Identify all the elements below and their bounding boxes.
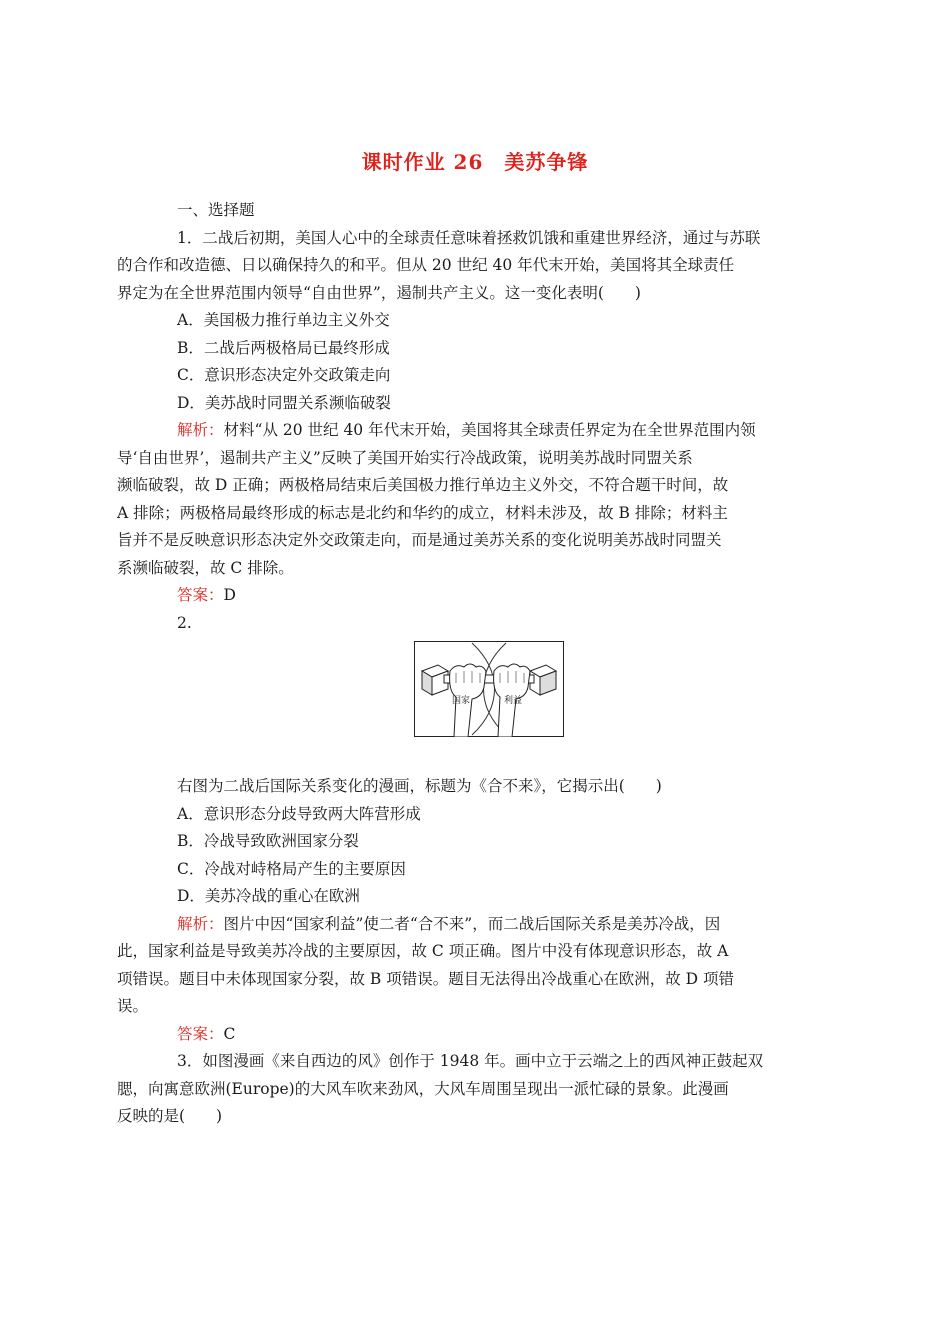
- q2-cartoon-image: [414, 641, 564, 737]
- q2-stem: 右图为二战后国际关系变化的漫画，标题为《合不来》，它揭示出( ): [177, 777, 662, 795]
- q3-stem-line-2: 腮，向寓意欧洲(Europe)的大风车吹来劲风，大风车周围呈现出一派忙碌的景象。此漫画: [117, 1079, 729, 1098]
- q1-analysis-line-3: 濒临破裂，故 D 正确；两极格局结束后美国极力推行单边主义外交，不符合题干时间，故: [117, 476, 729, 494]
- document-body: [117, 197, 832, 1131]
- q3-stem-line-1: 3．如图漫画《来自西边的风》创作于 1948 年。画中立于云端之上的西风神正鼓起双: [177, 1052, 764, 1070]
- q1-answer: [117, 582, 832, 610]
- q1-analysis-line-5: 旨并不是反映意识形态决定外交政策走向，而是通过美苏关系的变化说明美苏战时同盟关: [117, 531, 722, 549]
- q2-option-a: A．意识形态分歧导致两大阵营形成: [177, 804, 421, 823]
- page-title: 课时作业 26 美苏争锋: [361, 150, 589, 174]
- q1-analysis-label: 解析：: [177, 421, 224, 439]
- q2-analysis-line-1: [117, 911, 832, 939]
- q2-option-b: B．冷战导致欧洲国家分裂: [177, 832, 359, 850]
- cartoon-label-right: 利益: [504, 696, 523, 706]
- q1-answer-value: D: [223, 586, 236, 604]
- q2-answer-label: 答案：: [177, 1024, 224, 1043]
- q2-answer-value: C: [223, 1024, 236, 1043]
- q2-analysis-line-4: 误。: [117, 997, 149, 1015]
- q1-option-c: C．意识形态决定外交政策走向: [177, 366, 391, 384]
- q2-number: 2.: [177, 613, 192, 632]
- q1-stem-line-2: 的合作和改造德、日以确保持久的和平。但从 20 世纪 40 年代末开始，美国将其全球责任: [117, 256, 735, 274]
- q2-option-d: D．美苏冷战的重心在欧洲: [177, 887, 360, 905]
- q1-analysis-text: 材料“从 20 世纪 40 年代末开始，美国将其全球责任界定为在全世界范围内领: [223, 421, 756, 439]
- q2-analysis-text: 图片中因“国家利益”使二者“合不来”，而二战后国际关系是美苏冷战，因: [223, 914, 721, 933]
- section-heading: 一、选择题: [177, 201, 255, 219]
- q1-option-b: B．二战后两极格局已最终形成: [177, 338, 390, 357]
- q1-stem-line-1: 1．二战后初期，美国人心中的全球责任意味着拯救饥饿和重建世界经济，通过与苏联: [177, 228, 761, 247]
- q1-analysis-line-1: [117, 417, 832, 445]
- q2-analysis-line-2: 此，国家利益是导致美苏冷战的主要原因，故 C 项正确。图片中没有体现意识形态，故 A: [117, 942, 729, 960]
- q1-analysis-line-4: A 排除；两极格局最终形成的标志是北约和华约的成立，材料未涉及，故 B 排除；材料主: [117, 503, 728, 522]
- q2-cartoon-container: [117, 637, 832, 779]
- q1-analysis-line-6: 系濒临破裂，故 C 排除。: [117, 558, 294, 577]
- q1-stem-line-3: 界定为在全世界范围内领导“自由世界”，遏制共产主义。这一变化表明( ): [117, 283, 641, 302]
- q3-stem-line-3: 反映的是( ): [117, 1107, 223, 1125]
- cartoon-label-left: 国家: [452, 696, 471, 706]
- q1-option-a: A．美国极力推行单边主义外交: [177, 311, 390, 329]
- q2-option-c: C．冷战对峙格局产生的主要原因: [177, 859, 406, 878]
- q2-analysis-line-3: 项错误。题目中未体现国家分裂，故 B 项错误。题目无法得出冷战重心在欧洲，故 D 项错: [117, 969, 735, 988]
- q1-answer-label: 答案：: [177, 586, 224, 604]
- q1-analysis-line-2: 导‘自由世界’，遏制共产主义”反映了美国开始实行冷战政策，说明美苏战时同盟关系: [117, 448, 693, 467]
- q2-analysis-label: 解析：: [177, 914, 224, 933]
- q2-answer: [117, 1021, 832, 1049]
- q1-option-d: D．美苏战时同盟关系濒临破裂: [177, 393, 391, 412]
